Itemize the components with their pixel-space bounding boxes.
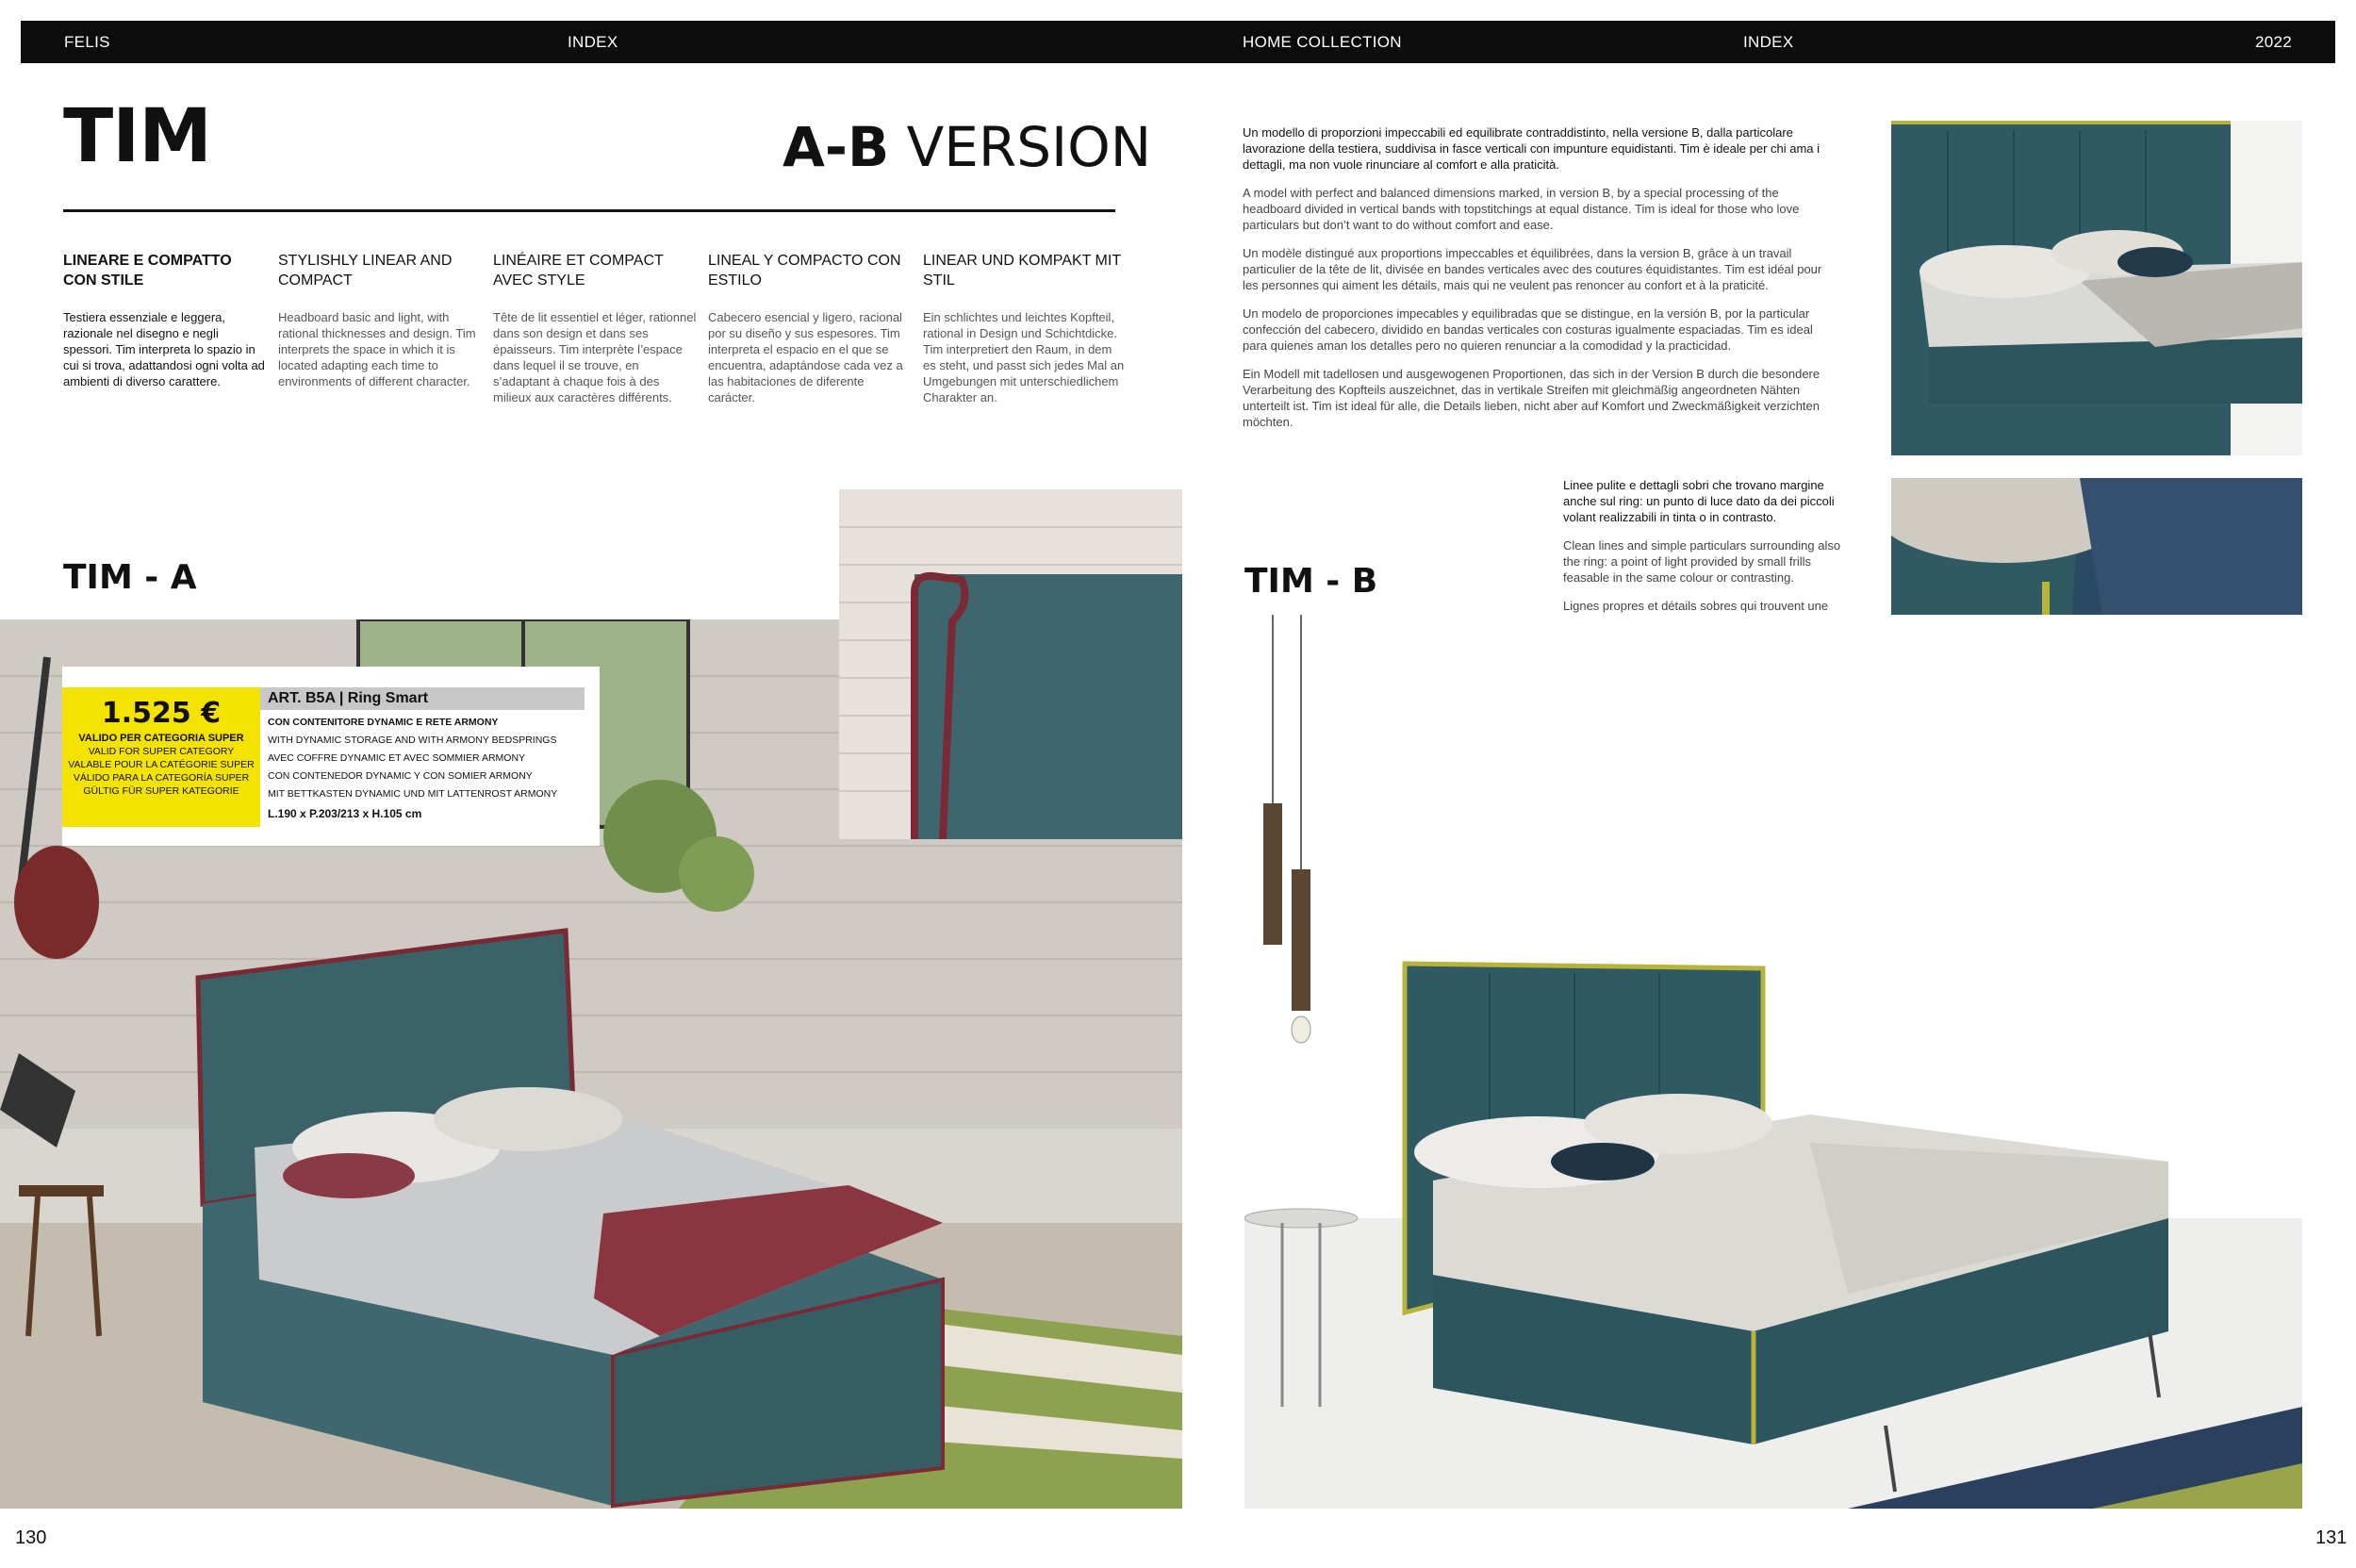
article-dimensions: L.190 x P.203/213 x H.105 cm [268, 807, 422, 820]
index-left-label[interactable]: INDEX [568, 33, 618, 51]
year-label: 2022 [2255, 33, 2293, 51]
column-heading: LINEARE E COMPATTO CON STILE [63, 253, 232, 289]
tim-b-label: TIM - B [1244, 562, 1378, 601]
price-category-line: VALABLE POUR LA CATÉGORIE SUPER [68, 759, 255, 770]
tim-a-headboard-detail-photo [839, 489, 1182, 839]
price-box [62, 667, 600, 846]
version-title [783, 115, 1151, 179]
column-heading: STYLISHLY LINEAR AND COMPACT [278, 253, 453, 289]
price-category-line: VALIDO PER CATEGORIA SUPER [78, 733, 244, 744]
intro-paragraph: Ein Modell mit tadellosen und ausgewogenen Proportionen, das sich in der Version B durch die besondere Verarbeitung des Kopfteils auszeichnet, das in vertikale Streifen mit gleichmäßig angeordneten Nähten unterteilt ist. Tim ist ideal für alle, die Details lieben, nicht aber auf Komfort und Zweckmäßigkeit verzichten möchten. [1243, 367, 1821, 429]
version-title-bold: A-B [783, 115, 890, 179]
intro-paragraph: Un modèle distingué aux proportions impeccables et équilibrées, dans la version B, grâce à un travail particulier de la tête de lit, divisée en bandes verticales avec des coutures équidistantes. Tim est idéal pour les personnes qui aiment les détails, mais qui ne veulent pas renoncer au confort et à la praticité. [1243, 246, 1822, 292]
article-description-line: CON CONTENITORE DYNAMIC E RETE ARMONY [268, 717, 499, 728]
column-heading: LINEAL Y COMPACTO CON ESTILO [708, 253, 901, 289]
article-description-line: WITH DYNAMIC STORAGE AND WITH ARMONY BEDSPRINGS [268, 734, 557, 746]
intro-text [1243, 124, 1838, 442]
column-body: Headboard basic and light, with rational thicknesses and design. Tim interprets the space in which it is located adapting each time to environments of different character. [278, 310, 476, 388]
column-body: Testiera essenziale e leggera, razionale nel disegno e negli spessori. Tim interpreta lo spazio in cui si trova, adattandosi ogni volta ad ambienti di diverso carattere. [63, 310, 265, 388]
article-description-line: CON CONTENEDOR DYNAMIC Y CON SOMIER ARMONY [268, 770, 533, 782]
version-title-rest: VERSION [889, 115, 1152, 179]
article-description [268, 714, 557, 803]
language-column-de [923, 251, 1127, 404]
language-column-es [708, 251, 912, 404]
page-title: TIM [63, 94, 211, 179]
price-category-line: GÜLTIG FÜR SUPER KATEGORIE [83, 785, 239, 797]
label-backdrop [0, 489, 839, 619]
page-number-right: 131 [2315, 1527, 2348, 1548]
collection-label: HOME COLLECTION [1243, 33, 1402, 51]
column-body: Ein schlichtes und leichtes Kopfteil, rational in Design und Schichtdicke. Tim interpretiert den Raum, in dem es steht, und passt sich jedes Mal an Umgebungen mit unterschiedlichem Charakter an. [923, 310, 1125, 404]
price-amount: 1.525 € [101, 697, 222, 730]
index-right-label[interactable]: INDEX [1743, 33, 1794, 51]
language-column-it [63, 251, 267, 388]
price-category-lines [62, 732, 260, 798]
brand-label: FELIS [64, 33, 110, 51]
tim-a-label: TIM - A [63, 558, 197, 597]
article-heading: ART. B5A | Ring Smart [260, 687, 585, 710]
language-column-en [278, 251, 482, 388]
page-number-left: 130 [15, 1527, 47, 1548]
language-column-fr [493, 251, 697, 404]
column-heading: LINÉAIRE ET COMPACT AVEC STYLE [493, 253, 664, 289]
tim-b-bed-photo [1244, 615, 2302, 1509]
price-category-line: VALID FOR SUPER CATEGORY [88, 746, 235, 757]
intro-paragraph: Un modello di proporzioni impeccabili ed equilibrate contraddistinto, nella versione B, dalla particolare lavorazione della testiera, suddivisa in fasce verticali con impunture equidistanti. Tim è ideale per chi ama i dettagli, ma non vuole rinunciare al comfort e alla praticità. [1243, 125, 1821, 172]
title-divider [63, 209, 1115, 212]
article-description-line: MIT BETTKASTEN DYNAMIC UND MIT LATTENROST ARMONY [268, 788, 558, 800]
column-body: Tête de lit essentiel et léger, rationnel dans son design et dans ses épaisseurs. Tim interprète l’espace dans lequel il se trouve, en s’adaptant à chaque fois à des milieux aux caractères différents. [493, 310, 697, 404]
detail-paragraph: Linee pulite e dettagli sobri che trovano margine anche sul ring: un punto di luce dato da dei piccoli volant realizzabili in tinta o in contrasto. [1563, 478, 1835, 524]
intro-paragraph: Un modelo de proporciones impecables y equilibradas que se distingue, en la versión B, por la particular confección del cabecero, dividido en bandas verticales con costuras igualmente espaciadas. Tim es ideal para quienes aman los detalles pero no quieren renunciar a la comodidad y la practicidad. [1243, 306, 1813, 353]
intro-paragraph: A model with perfect and balanced dimensions marked, in version B, by a special processing of the headboard divided in vertical bands with topstitchings at equal distance. Tim is ideal for those who love particulars but don’t want to do without comfort and ease. [1243, 186, 1800, 232]
detail-paragraph: Lignes propres et détails sobres qui trouvent une [1563, 599, 1829, 613]
detail-paragraph: Clean lines and simple particulars surrounding also the ring: a point of light provided by small frills feasable in the same colour or contrasting. [1563, 538, 1841, 585]
tim-b-top-photo [1891, 121, 2302, 455]
column-heading: LINEAR UND KOMPAKT MIT STIL [923, 253, 1121, 289]
price-highlight [62, 687, 260, 827]
article-description-line: AVEC COFFRE DYNAMIC ET AVEC SOMMIER ARMONY [268, 752, 526, 764]
top-header-bar [21, 21, 2335, 63]
column-body: Cabecero esencial y ligero, racional por su diseño y sus espesores. Tim interpreta el espacio en el que se encuentra, adaptándose cada vez a las habitaciones de diferente carácter. [708, 310, 903, 404]
price-category-line: VÁLIDO PARA LA CATEGORÍA SUPER [73, 772, 250, 784]
